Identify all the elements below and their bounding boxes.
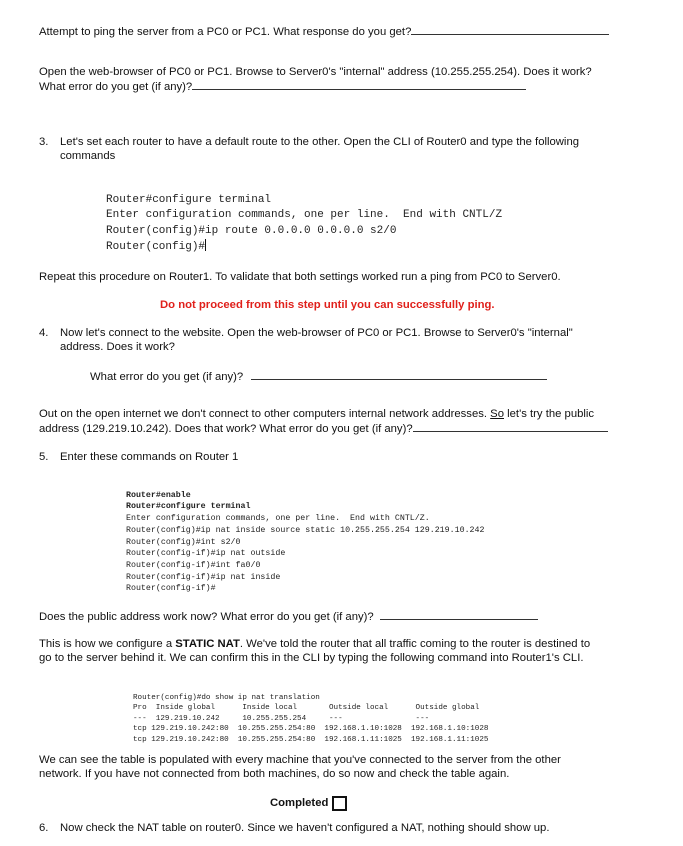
answer-blank[interactable] (192, 79, 526, 90)
answer-blank[interactable] (413, 421, 608, 432)
cli-line: Router(config-if)#ip nat outside (126, 549, 286, 559)
cli-line: Router(config)# (106, 241, 206, 253)
static-nat-line1: This is how we configure a STATIC NAT. We've told the router that all traffic coming to the router is destined to (39, 638, 591, 650)
answer-blank[interactable] (251, 369, 547, 380)
cli-line: Router(config-if)# (126, 584, 216, 594)
step-5-line: 5. Enter these commands on Router 1 (39, 451, 239, 463)
step-4-line1: 4. Now let's connect to the website. Open the web-browser of PC0 or PC1. Browse to Server0's "internal" (39, 327, 573, 339)
static-nat-line2: go to the server behind it. We can confirm this in the CLI by typing the following command into Router1's CLI. (39, 652, 584, 664)
completed-checkbox[interactable] (332, 796, 347, 811)
cli-line: Router(config)#do show ip nat translation (133, 693, 320, 702)
text-cursor (205, 239, 206, 251)
cli-line: Pro Inside global Inside local Outside local Outside global (133, 704, 480, 713)
cli-line: Enter configuration commands, one per line. End with CNTL/Z. (126, 514, 430, 524)
answer-blank[interactable] (380, 609, 538, 620)
step-3-line2: commands (60, 150, 116, 162)
cli-line: Router#configure terminal (126, 502, 251, 512)
cli-block-router0 (106, 177, 502, 271)
completed-row: Completed (270, 796, 347, 811)
question-ping: Attempt to ping the server from a PC0 or PC1. What response do you get? (39, 24, 609, 40)
table-note-line1: We can see the table is populated with every machine that you've connected to the server from the other (39, 754, 561, 766)
public-address-line1: Out on the open internet we don't connect to other computers internal network addresses. So let's try the public (39, 408, 595, 420)
cli-line: Router(config-if)#int fa0/0 (126, 560, 261, 570)
step-4-line2: address. Does it work? (60, 341, 175, 353)
answer-blank[interactable] (411, 24, 609, 35)
cli-line: Router#enable (126, 490, 191, 500)
cli-line: Router(config-if)#ip nat inside (126, 572, 281, 582)
cli-line: tcp 129.219.10.242:80 10.255.255.254:80 192.168.1.10:1028 192.168.1.10:1028 (133, 725, 489, 734)
question-public-now: Does the public address work now? What error do you get (if any)? (39, 609, 538, 625)
public-address-line2: address (129.219.10.242). Does that work? What error do you get (if any)? (39, 421, 608, 437)
question-browser-line2: What error do you get (if any)? (39, 79, 526, 95)
step-4-question: What error do you get (if any)? (90, 369, 547, 385)
cli-line: Router(config)#int s2/0 (126, 537, 241, 547)
table-note-line2: network. If you have not connected from both machines, do so now and check the table again. (39, 768, 510, 780)
step-6-line: 6. Now check the NAT table on router0. Since we haven't configured a NAT, nothing should show up. (39, 822, 550, 834)
warning-text: Do not proceed from this step until you can successfully ping. (160, 299, 495, 311)
cli-line: Router(config)#ip nat inside source static 10.255.255.254 129.219.10.242 (126, 525, 485, 535)
cli-block-router1 (126, 478, 484, 607)
step-3-line1: 3. Let's set each router to have a default route to the other. Open the CLI of Router0 and type the following (39, 136, 580, 148)
nat-translation-table (133, 682, 488, 756)
cli-line: --- 129.219.10.242 10.255.255.254 --- --- (133, 714, 430, 723)
cli-line: Router#configure terminal (106, 193, 272, 206)
cli-line: Enter configuration commands, one per line. End with CNTL/Z (106, 209, 503, 221)
cli-line: Router(config)#ip route 0.0.0.0 0.0.0.0 s2/0 (106, 224, 397, 237)
cli-line: tcp 129.219.10.242:80 10.255.255.254:80 192.168.1.11:1025 192.168.1.11:1025 (133, 735, 489, 744)
question-browser-line1: Open the web-browser of PC0 or PC1. Browse to Server0's "internal" address (10.255.255.254). Does it work? (39, 66, 592, 78)
repeat-instruction: Repeat this procedure on Router1. To validate that both settings worked run a ping from PC0 to Server0. (39, 271, 561, 283)
